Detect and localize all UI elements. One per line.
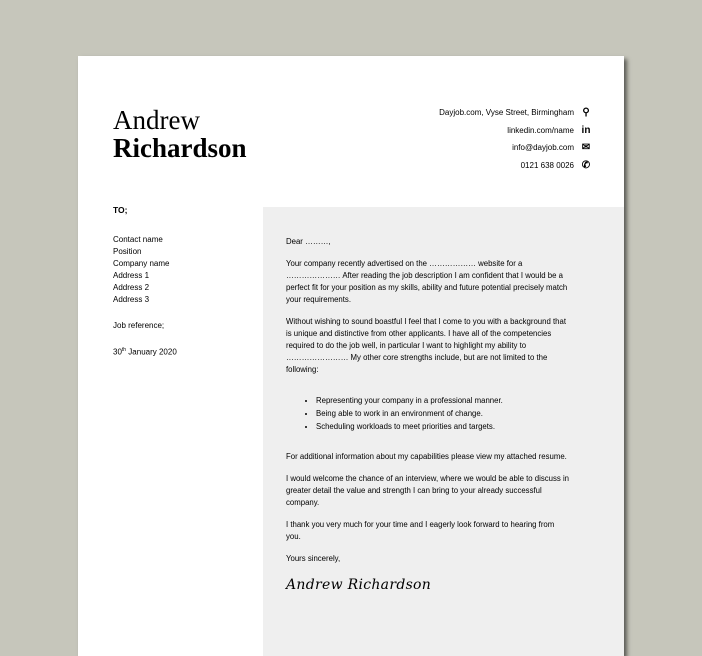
contact-linkedin-text[interactable]: linkedin.com/name <box>507 125 574 135</box>
last-name: Richardson <box>113 133 247 163</box>
recipient-line: Address 1 <box>113 271 150 280</box>
list-item: • Scheduling workloads to meet priorities and targets. <box>316 420 571 433</box>
recipient-line: Address 3 <box>113 295 150 304</box>
contact-phone-text: 0121 638 0026 <box>520 160 574 170</box>
recipient-address <box>113 234 177 306</box>
paragraph-3: For additional information about my capabilities please view my attached resume. <box>286 452 567 461</box>
recipient-block <box>113 204 177 359</box>
contact-linkedin <box>439 122 591 140</box>
date-day: 30 <box>113 347 122 357</box>
contact-details <box>439 104 591 174</box>
to-label: TO; <box>113 205 128 215</box>
letter-body <box>286 236 571 591</box>
paragraph-4: I would welcome the chance of an interview, where we would be able to discuss in greater detail the value and strength I can bring to your already successful company. <box>286 474 570 507</box>
paragraph-2: Without wishing to sound boastful I feel that I come to you with a background that is unique and distinctive from other applicants. I have all of the competencies required to do the job well, in particular I want to highlight my ability to …………………… My other core strengths include, but are not limited to the following: <box>286 317 566 374</box>
letter-date <box>113 344 177 359</box>
recipient-line: Position <box>113 247 142 256</box>
recipient-line: Contact name <box>113 235 163 244</box>
date-suffix: th <box>121 347 127 353</box>
cover-letter-page <box>78 56 624 656</box>
salutation: Dear ………, <box>286 237 331 246</box>
applicant-name <box>113 106 247 162</box>
date-rest: January 2020 <box>126 347 177 357</box>
strengths-list <box>286 394 571 433</box>
contact-email-text[interactable]: info@dayjob.com <box>512 143 574 152</box>
contact-phone <box>439 157 591 175</box>
signature: Andrew Richardson <box>286 577 432 593</box>
closing: Yours sincerely, <box>286 554 341 563</box>
recipient-line: Company name <box>113 259 170 268</box>
phone-icon: ✆ <box>581 159 591 171</box>
email-icon: ✉ <box>581 142 591 153</box>
paragraph-1: Your company recently advertised on the ……………… website for a ………………… After reading the job description I am confident that I would be a perfect fit for your position as my skills, ability and future potential precisely match your requirements. <box>286 259 568 304</box>
job-reference: Job reference; <box>113 321 165 330</box>
list-item: • Being able to work in an environment of change. <box>316 407 571 420</box>
linkedin-icon: in <box>581 124 591 136</box>
location-pin-icon: ⚲ <box>582 107 590 118</box>
list-item: • Representing your company in a professional manner. <box>316 394 571 407</box>
recipient-line: Address 2 <box>113 283 150 292</box>
first-name: Andrew <box>113 105 200 135</box>
contact-address-text: Dayjob.com, Vyse Street, Birmingham <box>439 108 574 117</box>
contact-email <box>439 139 591 157</box>
paragraph-5: I thank you very much for your time and I eagerly look forward to hearing from you. <box>286 520 555 541</box>
contact-address <box>439 104 590 122</box>
